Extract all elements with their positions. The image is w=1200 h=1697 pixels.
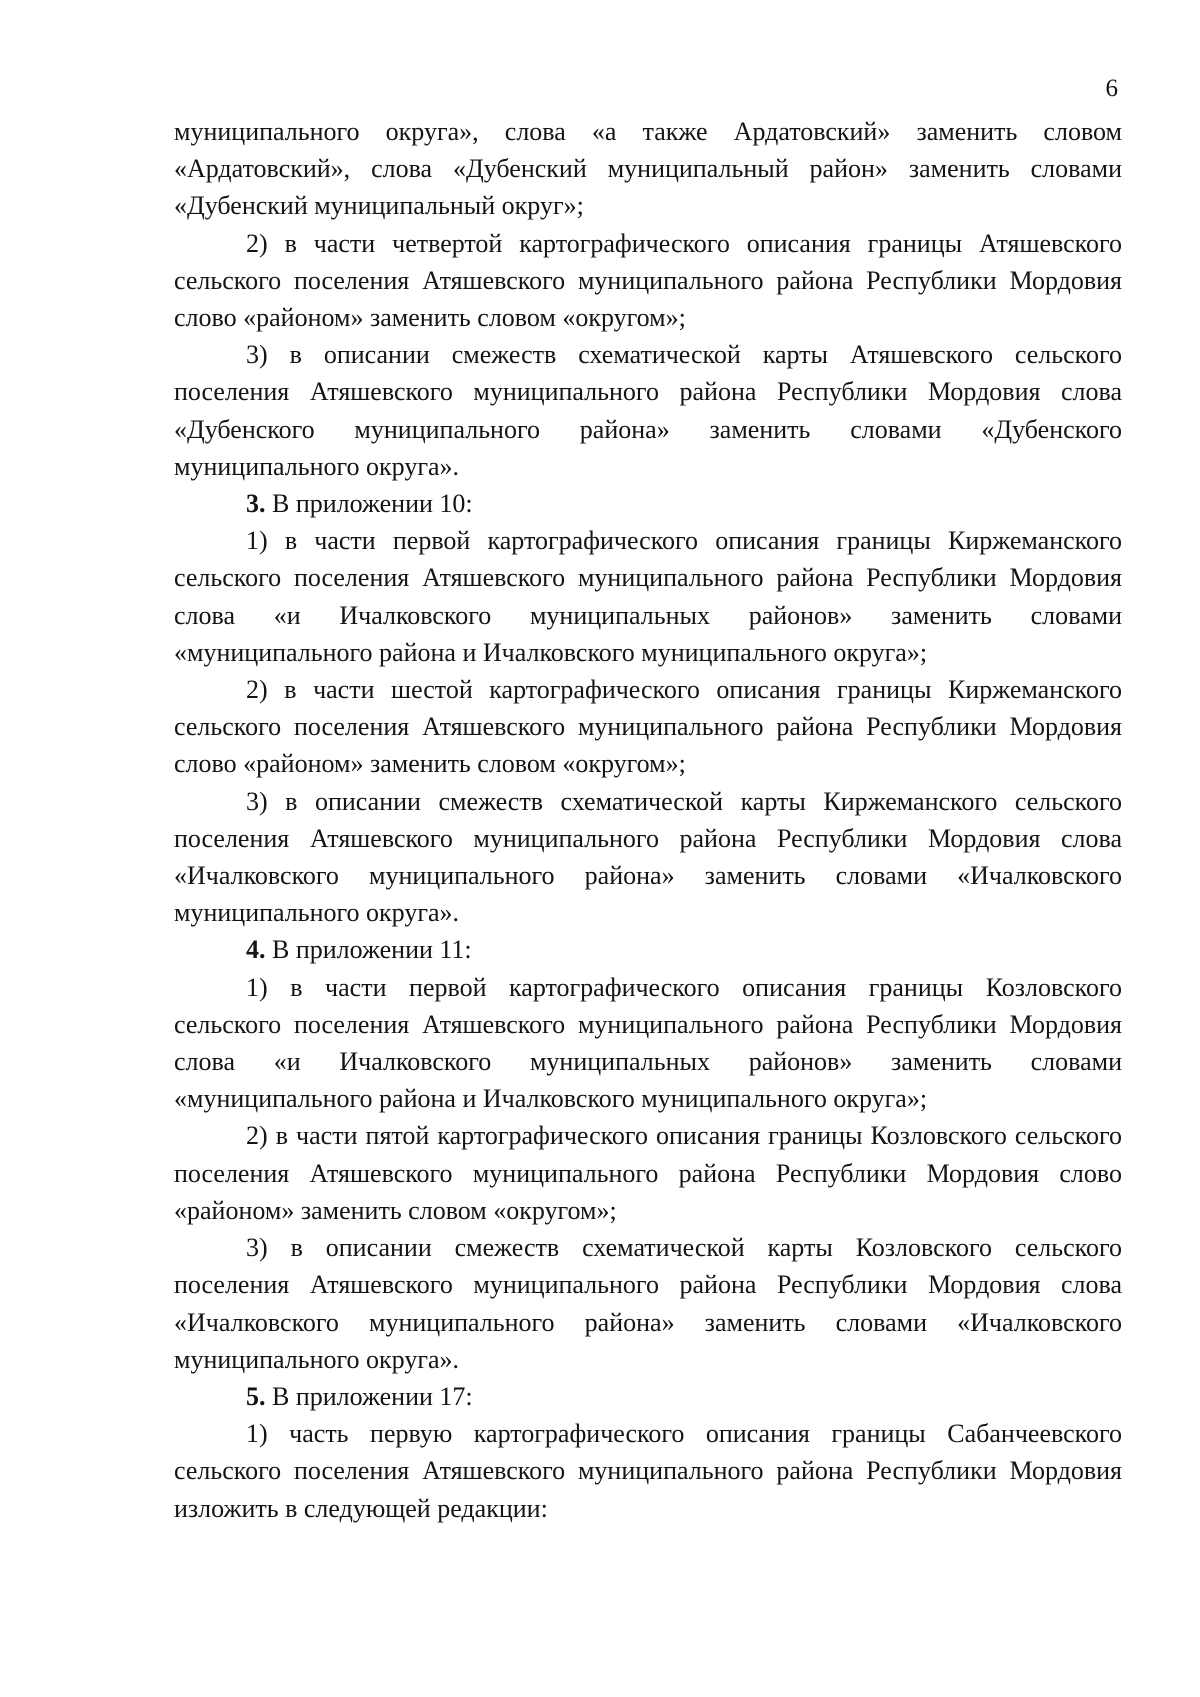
paragraph-item: 2) в части четвертой картографического описания границы Атяшевского сельского поселения Атяшевского муниципального района Республики Мордовия слово «районом» заменить словом «округом»; — [174, 228, 1122, 333]
paragraph-item: 2) в части шестой картографического описания границы Киржеманского сельского поселения Атяшевского муниципального района Республики Мордовия слово «районом» заменить словом «округом»; — [174, 675, 1122, 779]
section-number: 5. — [246, 1381, 266, 1411]
section-heading-5 — [174, 1378, 1122, 1415]
paragraph-item: 3) в описании смежеств схематической карты Атяшевского сельского поселения Атяшевского муниципального района Республики Мордовия слова «Дубенского муниципального района» заменить словами «Дубенского муниципального округа». — [174, 340, 1122, 481]
paragraph-item: 1) в части первой картографического описания границы Козловского сельского поселения Атяшевского муниципального района Республики Мордовия слова «и Ичалковского муниципальных районов» заменить словами «муниципального района и Ичалковского муниципального округа»; — [174, 972, 1122, 1114]
section-number: 4. — [246, 935, 266, 965]
section-number: 3. — [246, 489, 266, 519]
paragraph-continuation: муниципального округа», слова «а также Ардатовский» заменить словом «Ардатовский», слова «Дубенский муниципальный район» заменить словами «Дубенский муниципальный округ»; — [174, 117, 1122, 221]
paragraph-item: 1) в части первой картографического описания границы Киржеманского сельского поселения Атяшевского муниципального района Республики Мордовия слова «и Ичалковского муниципальных районов» заменить словами «муниципального района и Ичалковского муниципального округа»; — [174, 526, 1122, 667]
document-body — [174, 113, 1122, 1527]
section-heading-text: В приложении 10: — [265, 489, 473, 519]
paragraph-item: 1) часть первую картографического описания границы Сабанчеевского сельского поселения Атяшевского муниципального района Республики Мордовия изложить в следующей редакции: — [174, 1419, 1122, 1523]
paragraph-item: 3) в описании смежеств схематической карты Козловского сельского поселения Атяшевского муниципального района Республики Мордовия слова «Ичалковского муниципального района» заменить словами «Ичалковского муниципального округа». — [174, 1233, 1122, 1374]
section-heading-3 — [174, 485, 1122, 522]
section-heading-text: В приложении 17: — [265, 1381, 473, 1411]
paragraph-item: 3) в описании смежеств схематической карты Киржеманского сельского поселения Атяшевского муниципального района Республики Мордовия слова «Ичалковского муниципального района» заменить словами «Ичалковского муниципального округа». — [174, 786, 1122, 928]
section-heading-4 — [174, 931, 1122, 968]
section-heading-text: В приложении 11: — [265, 935, 472, 965]
page-number: 6 — [1105, 75, 1118, 102]
paragraph-item: 2) в части пятой картографического описания границы Козловского сельского поселения Атяшевского муниципального района Республики Мордовия слово «районом» заменить словом «округом»; — [174, 1121, 1122, 1225]
